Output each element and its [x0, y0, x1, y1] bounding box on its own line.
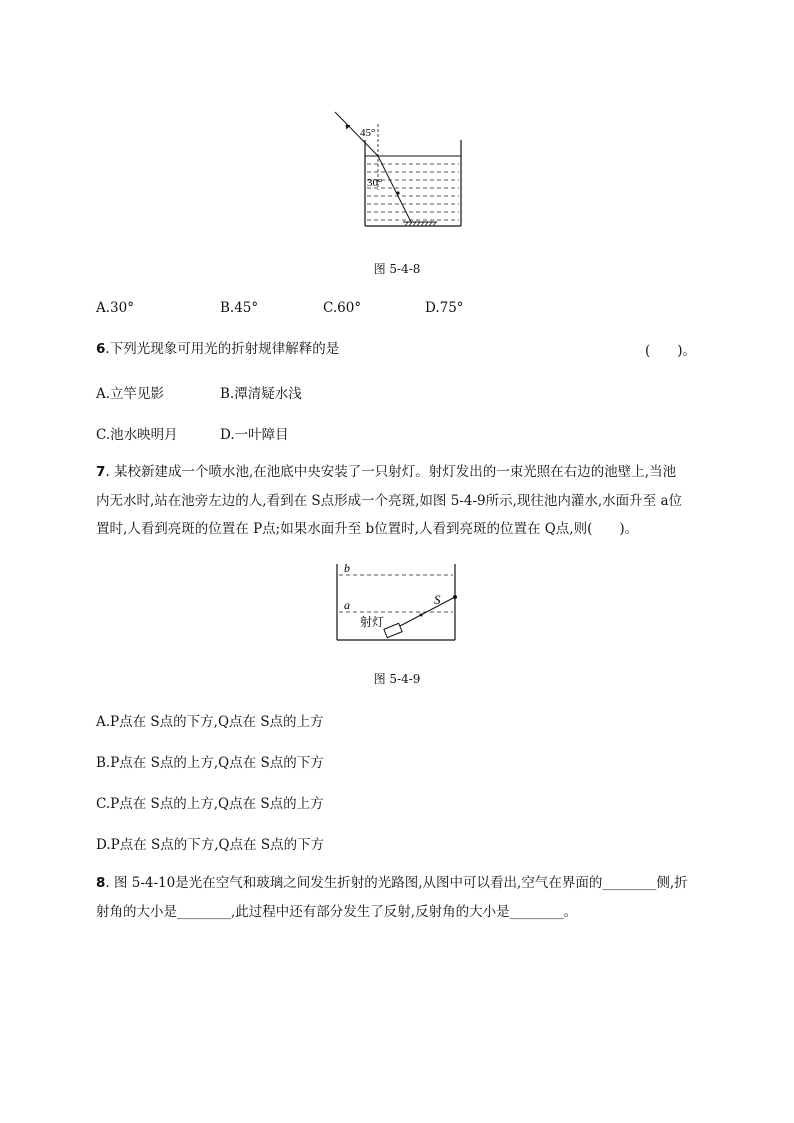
- q7-stem-line-3: 置时,人看到亮斑的位置在 P点;如果水面升至 b位置时,人看到亮斑的位置在 Q点,则( )。: [96, 521, 639, 537]
- q5-option-d: D.75°: [425, 300, 464, 316]
- q6-option-a: A.立竿见影: [96, 386, 165, 402]
- figure-5-4-8: [325, 100, 475, 230]
- q8-text-1: . 图 5-4-10是光在空气和玻璃之间发生折射的光路图,从图中可以看出,空气在界面的________侧,折: [105, 875, 688, 891]
- angle-45-label: 45°: [360, 127, 376, 139]
- q7-option-d: D.P点在 S点的下方,Q点在 S点的下方: [96, 837, 325, 853]
- q6-text: .下列光现象可用光的折射规律解释的是: [105, 341, 340, 357]
- q6-option-d: D.一叶障目: [220, 427, 289, 443]
- q7-text-1: . 某校新建成一个喷水池,在池底中央安装了一只射灯。射灯发出的一束光照在右边的池壁上,当池: [105, 464, 677, 480]
- q6-number: 6: [96, 341, 106, 357]
- level-b-label: b: [344, 561, 350, 575]
- q5-option-b: B.45°: [220, 300, 259, 316]
- q8-number: 8: [96, 875, 106, 891]
- figure-5-4-9: [330, 556, 465, 646]
- q7-option-c: C.P点在 S点的上方,Q点在 S点的上方: [96, 796, 324, 812]
- q6-option-b: B.潭清疑水浅: [220, 386, 302, 402]
- level-a-label: a: [344, 598, 350, 612]
- figure-caption-5-4-9: 图 5-4-9: [373, 672, 421, 686]
- q8-stem-line-2: 射角的大小是________,此过程中还有部分发生了反射,反射角的大小是________。: [96, 904, 578, 920]
- lamp-label: 射灯: [360, 615, 385, 629]
- figure-caption-5-4-8: 图 5-4-8: [373, 262, 421, 276]
- q7-option-b: B.P点在 S点的上方,Q点在 S点的下方: [96, 755, 324, 771]
- q6-option-c: C.池水映明月: [96, 427, 178, 443]
- q7-stem-line-1: [96, 462, 676, 482]
- q5-option-a: A.30°: [96, 300, 134, 316]
- q7-option-a: A.P点在 S点的下方,Q点在 S点的上方: [96, 714, 324, 730]
- point-s-label: S: [434, 592, 441, 607]
- q8-stem-line-1: [96, 873, 688, 893]
- q6-stem: [96, 339, 339, 359]
- q7-stem-line-2: 内无水时,站在池旁左边的人,看到在 S点形成一个亮斑,如图 5-4-9所示,现往池内灌水,水面升至 a位: [96, 493, 683, 509]
- q7-number: 7: [96, 464, 106, 480]
- angle-30-label: 30°: [367, 177, 383, 189]
- q6-answer-paren: ( )。: [645, 343, 697, 359]
- q5-option-c: C.60°: [323, 300, 362, 316]
